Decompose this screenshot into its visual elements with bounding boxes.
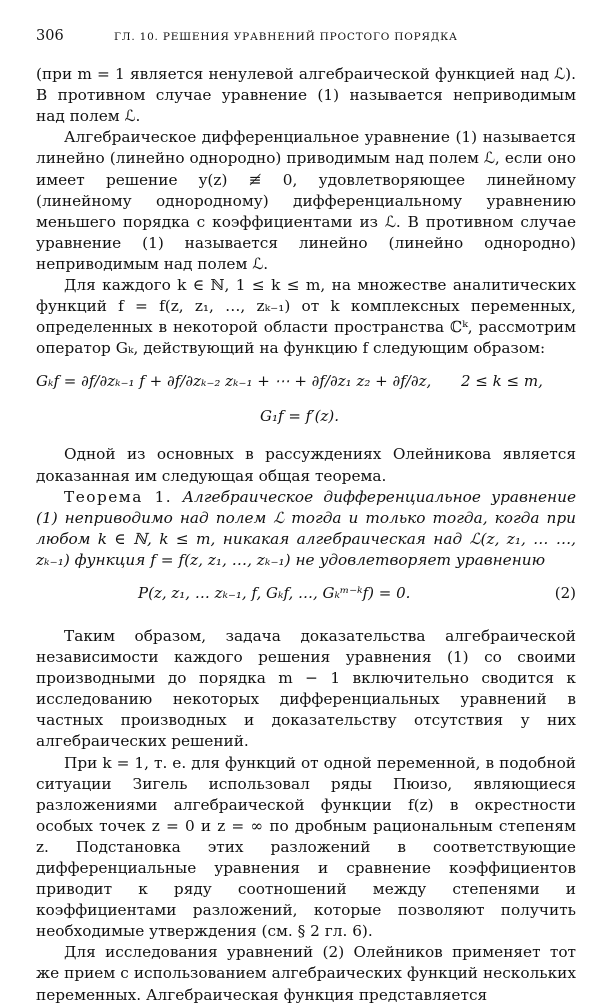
operator-gk-expression: Gₖf = ∂f/∂zₖ₋₁ f + ∂f/∂zₖ₋₂ zₖ₋₁ + ⋯ + ∂f/∂z₁ z₂ + ∂f/∂z,: [36, 372, 432, 391]
theorem-statement: Алгебраическое дифференциальное уравнение (1) неприводимо над полем ℒ тогда и только тогда, когда при любом k ∈ ℕ, k ≤ m, никакая алгебраическая над ℒ(z, z₁, … …, zₖ₋₁) функция f = f(z, z₁, …, zₖ₋₁) не удовлетворяет уравнению: [36, 487, 576, 569]
paragraph-7: Для исследования уравнений (2) Олейников применяет тот же прием с использованием алгебраических функций нескольких переменных. Алгебраическая функция представляется: [36, 943, 576, 1004]
paragraph-4: Одной из основных в рассуждениях Олейникова является доказанная им следующая общая теорема.: [36, 445, 576, 485]
running-title: ГЛ. 10. РЕШЕНИЯ УРАВНЕНИЙ ПРОСТОГО ПОРЯДКА: [114, 31, 458, 43]
paragraph-6: При k = 1, т. е. для функций от одной переменной, в подобной ситуации Зигель использовал ряды Пюизо, являющиеся разложениями алгебраической функции f(z) в окрестности особых точек z = 0 и z = ∞ по дробным рациональным степеням z. Подстановка этих разложений в соответствующие дифференциальные уравнения и сравнение коэффициентов приводит к ряду соотношений между степенями и коэффициентами разложений, которые позволяют получить необходимые утверждения (см. § 2 гл. 6).: [36, 753, 576, 941]
page-number: 306: [36, 28, 64, 44]
theorem-label: Теорема 1.: [64, 487, 173, 506]
operator-range: 2 ≤ k ≤ m,: [461, 372, 543, 391]
paragraph-5: Таким образом, задача доказательства алгебраической независимости каждого решения уравнения (1) со своими производными до порядка m − 1 включительно сводится к исследованию некоторых дифференциальных уравнений в частных производных и доказательству отсутствия у них алгебраических решений.: [36, 626, 576, 751]
theorem-1: [36, 487, 576, 571]
equation-2: [36, 576, 576, 610]
paragraph-3: Для каждого k ∈ ℕ, 1 ≤ k ≤ m, на множестве аналитических функций f = f(z, z₁, …, zₖ₋₁) от k комплексных переменных, определенных в некоторой области пространства ℂᵏ, рассмотрим оператор Gₖ, действующий на функцию f следующим образом:: [36, 276, 576, 358]
page-header: [36, 26, 576, 48]
book-page: [36, 26, 576, 1006]
paragraph-2: Алгебраическое дифференциальное уравнение (1) называется линейно (линейно однородно) приводимым над полем ℒ, если оно имеет решение y(z) ≢ 0, удовлетворяющее линейному (линейному однородному) дифференциальному уравнению меньшего порядка с коэффициентами из ℒ. В противном случае уравнение (1) называется линейно (линейно однородно) неприводимым над полем ℒ.: [36, 128, 576, 273]
operator-g1-expression: G₁f = f′(z).: [260, 407, 339, 426]
operator-gk-formula: [36, 364, 576, 398]
equation-2-expression: P(z, z₁, … zₖ₋₁, f, Gₖf, …, Gₖᵐ⁻ᵏf) = 0.: [138, 583, 411, 602]
paragraph-1: (при m = 1 является ненулевой алгебраической функцией над ℒ). В противном случае уравнение (1) называется неприводимым над полем ℒ.: [36, 65, 576, 126]
equation-2-number: (2): [554, 583, 576, 602]
operator-g1-formula: [36, 403, 576, 430]
